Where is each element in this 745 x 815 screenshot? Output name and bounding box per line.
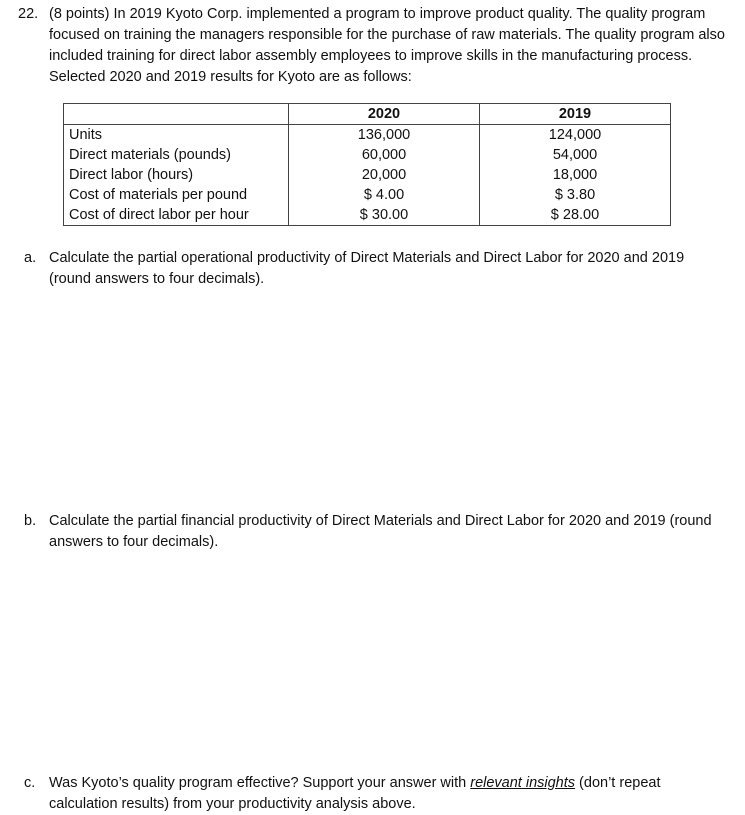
- table-row: [64, 165, 671, 185]
- part-a: [24, 248, 729, 290]
- part-c-text-before: Was Kyoto’s quality program effective? Support your answer with: [49, 775, 471, 791]
- part-c: [24, 773, 729, 815]
- question-intro: (8 points) In 2019 Kyoto Corp. implemented a program to improve product quality. The quality program focused on training the managers responsible for the purchase of raw materials. The quality program also included training for direct labor assembly employees to improve skills in the manufacturing process. Selected 2020 and 2019 results for Kyoto are as follows:: [49, 6, 725, 85]
- value-2020: 136,000: [289, 125, 480, 146]
- question-number: 22.: [18, 6, 39, 22]
- table-row: [64, 145, 671, 165]
- header-label: [64, 104, 289, 125]
- part-b: [24, 511, 729, 553]
- results-table: [63, 103, 671, 226]
- table-header-row: [64, 104, 671, 125]
- question-block: [18, 4, 733, 88]
- value-2020: $ 4.00: [289, 185, 480, 205]
- part-a-letter: a.: [24, 250, 37, 266]
- header-2020: 2020: [289, 104, 480, 125]
- table-row: [64, 185, 671, 205]
- row-label: Cost of direct labor per hour: [64, 205, 289, 226]
- header-2019: 2019: [480, 104, 671, 125]
- part-a-text: Calculate the partial operational productivity of Direct Materials and Direct Labor for 2020 and 2019 (round answers to four decimals).: [49, 250, 685, 287]
- part-b-letter: b.: [24, 513, 37, 529]
- value-2019: 54,000: [480, 145, 671, 165]
- value-2020: 20,000: [289, 165, 480, 185]
- value-2019: 18,000: [480, 165, 671, 185]
- row-label: Direct materials (pounds): [64, 145, 289, 165]
- table-row: [64, 205, 671, 226]
- value-2020: $ 30.00: [289, 205, 480, 226]
- part-c-emphasis: relevant insights: [470, 775, 576, 791]
- value-2019: $ 3.80: [480, 185, 671, 205]
- value-2019: $ 28.00: [480, 205, 671, 226]
- row-label: Direct labor (hours): [64, 165, 289, 185]
- part-c-text: [49, 773, 729, 815]
- value-2020: 60,000: [289, 145, 480, 165]
- part-b-text: Calculate the partial financial productivity of Direct Materials and Direct Labor for 2020 and 2019 (round answers to four decimals).: [49, 513, 712, 550]
- value-2019: 124,000: [480, 125, 671, 146]
- row-label: Units: [64, 125, 289, 146]
- part-c-letter: c.: [24, 775, 36, 791]
- part-c-text-after: (don’t repeat calculation results) from your productivity analysis above.: [49, 775, 661, 812]
- table-row: [64, 125, 671, 146]
- row-label: Cost of materials per pound: [64, 185, 289, 205]
